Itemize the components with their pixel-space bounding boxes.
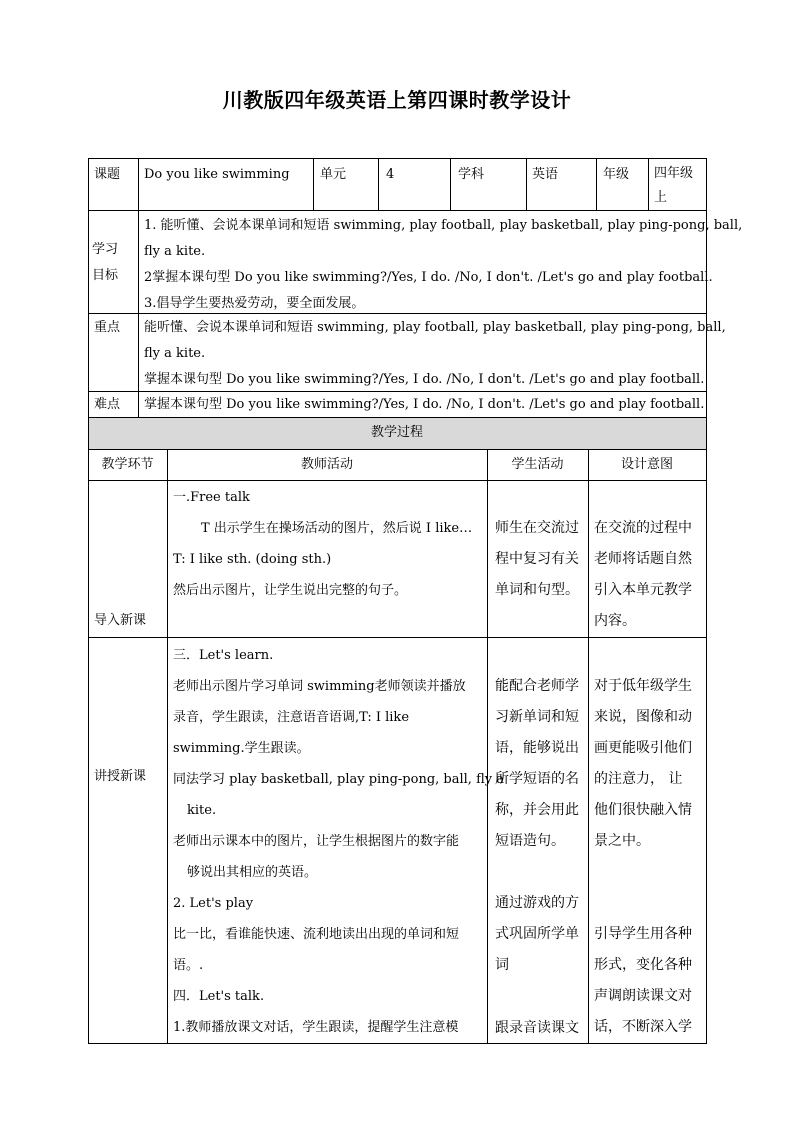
objective-line: 3.倡导学生要热爱劳动，要全面发展。 [144,296,365,311]
objectives-label: 学习目标 [92,242,119,283]
student-line: 式巩固所学单 [495,926,579,942]
student-line: 通过游戏的方 [495,895,579,911]
process-header: 教学过程 [370,425,423,440]
student-line: 能配合老师学 [495,678,579,694]
table-line [588,449,589,1044]
table-line [526,158,527,211]
teacher-line: 三．Let's learn. [173,648,274,663]
table-border-bottom [88,1043,707,1044]
unit-label: 单元 [320,167,347,182]
student-line: 程中复习有关 [495,551,579,567]
intent-line: 画更能吸引他们 [594,740,692,756]
teacher-line: 老师出示图片学习单词 swimming老师领读并播放 [173,679,466,694]
teacher-line: 一.Free talk [173,490,250,505]
teacher-line: 老师出示课本中的图片，让学生根据图片的数字能 [173,834,460,849]
new-lesson-design-intent-2 [594,919,692,1043]
student-line: 词 [495,957,509,973]
teacher-line: 够说出其相应的英语。 [187,865,318,880]
subject-label: 学科 [458,167,485,182]
difficulties-label: 难点 [94,397,121,412]
table-line [88,480,707,481]
student-line: 语，能够说出 [495,740,579,756]
intent-line: 形式，变化各种 [594,957,692,973]
teacher-line: 四．Let's talk. [173,989,265,1004]
intro-stage: 导入新课 [94,613,147,628]
table-line [313,158,314,211]
teacher-line: 比一比，看谁能快速、流利地读出出现的单词和短 [173,927,460,942]
student-line: 单词和句型。 [495,582,579,598]
teacher-line: 然后出示图片，让学生说出完整的句子。 [173,583,408,598]
column-header-student: 学生活动 [511,457,564,472]
table-border-left [88,158,89,1044]
teacher-line: 同法学习 play basketball, play ping-pong, ball, fly a [173,772,504,787]
subject-value: 英语 [532,167,559,182]
teacher-line: swimming.学生跟读。 [173,741,310,756]
student-line: 短语造句。 [495,833,565,849]
new-lesson-student-reading [495,1013,579,1044]
key-point-line: 掌握本课句型 Do you like swimming?/Yes, I do. /No, I don't. /Let's go and play football. [144,372,705,387]
table-line [378,158,379,211]
intent-line: 内容。 [594,613,636,629]
table-line [138,158,139,418]
key-point-line: fly a kite. [144,346,206,361]
new-lesson-teacher-activity [173,640,504,1043]
teacher-line: T: I like sth. (doing sth.) [173,552,332,567]
new-lesson-student-game [495,888,579,981]
table-line [88,449,707,450]
difficulties-text: 掌握本课句型 Do you like swimming?/Yes, I do. /No, I don't. /Let's go and play football. [144,397,705,412]
topic-label: 课题 [94,167,121,182]
objective-line: 2掌握本课句型 Do you like swimming?/Yes, I do. /No, I don't. /Let's go and play football. [144,270,713,285]
intro-design-intent [594,513,692,637]
intent-line: 话，不断深入学 [594,1019,692,1035]
key-point-line: 能听懂、会说本课单词和短语 swimming, play football, play basketball, play ping-pong, ball, [144,320,726,335]
intro-student-activity [495,513,579,606]
intent-line: 对于低年级学生 [594,678,692,694]
column-header-stage: 教学环节 [101,457,154,472]
column-header-teacher: 教师活动 [300,457,353,472]
objective-line: fly a kite. [144,244,206,259]
student-line: 师生在交流过 [495,520,579,536]
new-lesson-student-activity [495,671,579,857]
table-line [88,210,707,211]
unit-value: 4 [386,167,395,182]
teacher-line: 2. Let's play [173,896,254,911]
teacher-line: T 出示学生在操场活动的图片，然后说 I like… [201,521,473,536]
intent-line: 声调朗读课文对 [594,988,692,1004]
intent-line: 引导学生用各种 [594,926,692,942]
column-header-intent: 设计意图 [620,457,673,472]
intro-teacher-activity [173,482,472,606]
intent-line: 他们很快融入情 [594,802,692,818]
grade-label: 年级 [603,167,630,182]
key-points-text [144,315,726,393]
objectives-text [144,213,742,317]
student-line: 习新单词和短 [495,709,579,725]
table-line [648,158,649,211]
intent-line: 景之中。 [594,833,650,849]
teacher-line: kite. [187,803,217,818]
new-lesson-design-intent [594,671,692,857]
new-lesson-stage: 讲授新课 [94,769,147,784]
student-line: 跟录音读课文 [495,1020,579,1036]
teacher-line: 语。. [173,958,204,973]
topic-value: Do you like swimming [144,167,290,182]
key-points-label: 重点 [94,320,121,335]
table-line [88,637,707,638]
document-title: 川教版四年级英语上第四课时教学设计 [222,88,572,112]
table-line [167,449,168,1044]
intent-line: 在交流的过程中 [594,520,692,536]
objective-line: 1. 能听懂、会说本课单词和短语 swimming, play football, play basketball, play ping-pong, ball, [144,218,743,233]
teacher-line: 1.教师播放课文对话，学生跟读，提醒学生注意模 [173,1020,459,1035]
intent-line: 来说，图像和动 [594,709,692,725]
student-line: 称，并会用此 [495,802,579,818]
intent-line: 老师将话题自然 [594,551,692,567]
table-line [596,158,597,211]
intent-line: 的注意力， 让 [594,771,683,787]
teacher-line: 录音，学生跟读，注意语音语调,T: I like [173,710,410,725]
intent-line: 引入本单元教学 [594,582,692,598]
student-line: 所学短语的名 [495,771,579,787]
table-border-top [88,158,707,159]
table-line [450,158,451,211]
grade-value: 四年级上 [654,166,694,205]
